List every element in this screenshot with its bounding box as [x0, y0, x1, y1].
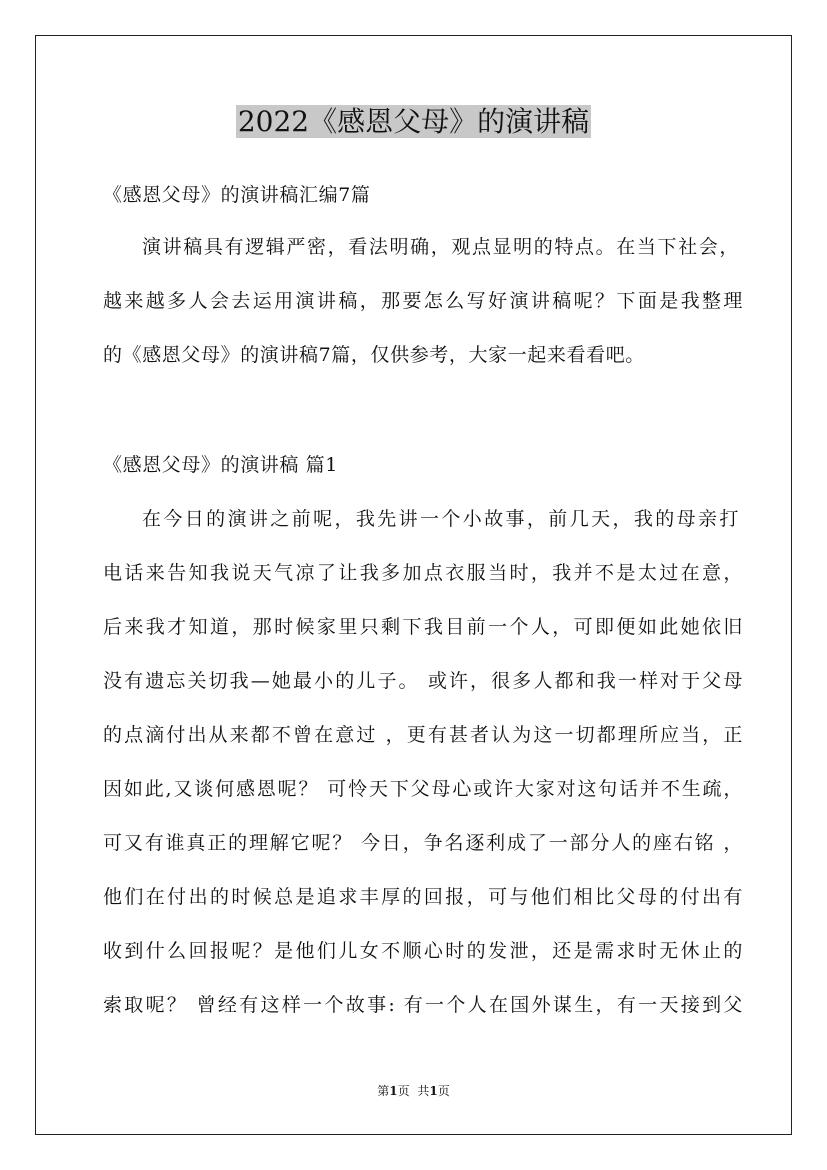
body-line: 他们在付出的时候总是追求丰厚的回报，可与他们相比父母的付出有 [103, 886, 743, 908]
body-line: 收到什么回报呢？是他们儿女不顺心时的发泄，还是需求时无休止的 [103, 940, 743, 962]
page-number: 1 [389, 1084, 398, 1098]
body-line: 后来我才知道，那时候家里只剩下我目前一个人，可即便如此她依旧 [103, 616, 743, 638]
body-line: 电话来告知我说天气凉了让我多加点衣服当时，我并不是太过在意， [103, 562, 743, 584]
intro-line: 的《感恩父母》的演讲稿7篇，仅供参考，大家一起来看看吧。 [103, 344, 645, 366]
page-footer: 第1页 共1页 [377, 1084, 450, 1098]
document-subtitle: 《感恩父母》的演讲稿汇编7篇 [103, 184, 371, 206]
intro-line: 演讲稿具有逻辑严密，看法明确，观点显明的特点。在当下社会， [142, 236, 739, 258]
body-line: 可又有谁真正的理解它呢？ 今日，争名逐利成了一部分人的座右铭 ， [103, 832, 743, 854]
intro-line: 越来越多人会去运用演讲稿，那要怎么写好演讲稿呢？下面是我整理 [103, 290, 743, 312]
body-line: 没有遗忘关切我—她最小的儿子。 或许，很多人都和我一样对于父母 [103, 670, 743, 692]
total-pages: 1 [429, 1084, 438, 1098]
body-line: 在今日的演讲之前呢，我先讲一个小故事，前几天，我的母亲打 [142, 508, 739, 530]
body-line: 的点滴付出从来都不曾在意过 ，更有甚者认为这一切都理所应当，正 [103, 724, 743, 746]
section-heading: 《感恩父母》的演讲稿 篇1 [103, 454, 338, 476]
document-title-text: 2022《感恩父母》的演讲稿 [237, 105, 590, 138]
body-line: 索取呢？ 曾经有这样一个故事: 有一个人在国外谋生，有一天接到父 [103, 994, 743, 1016]
body-line: 因如此,又谈何感恩呢？ 可怜天下父母心或许大家对这句话并不生疏， [103, 778, 743, 800]
document-title [0, 100, 827, 144]
